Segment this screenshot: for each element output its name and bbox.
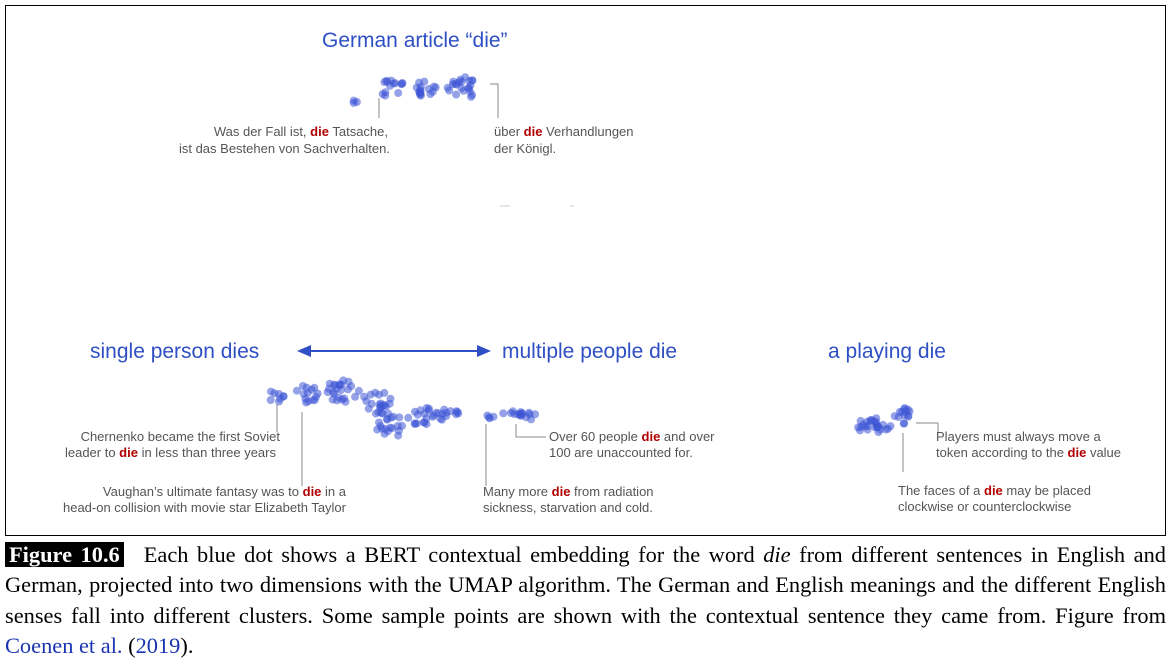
annotation-multi-b-line1: Many more die from radiation	[483, 484, 654, 499]
embedding-dot	[372, 410, 380, 418]
embedding-dot	[468, 77, 476, 85]
embedding-dot	[864, 426, 872, 434]
embedding-dot	[388, 424, 396, 432]
embedding-dot	[452, 91, 460, 99]
embedding-dot	[381, 430, 389, 438]
annotation-play-a-line2: token according to the die value	[936, 445, 1122, 460]
embedding-dot	[898, 408, 906, 416]
annotation-single-b-line1: Vaughan’s ultimate fantasy was to die in a	[102, 484, 346, 499]
embedding-dot	[335, 394, 343, 402]
embedding-dot	[891, 412, 899, 420]
citation-open: (	[122, 633, 136, 659]
embedding-dot	[395, 427, 403, 435]
embedding-dot	[344, 385, 352, 393]
embedding-dot	[411, 420, 419, 428]
embedding-dot	[465, 84, 473, 92]
embedding-dot	[387, 414, 395, 422]
embedding-dot	[430, 83, 438, 91]
embedding-dot	[411, 408, 419, 416]
dot-cluster-german	[350, 73, 477, 107]
citation-close: ).	[180, 633, 194, 659]
title-single-person: single person dies	[90, 340, 260, 363]
embedding-dot	[522, 413, 530, 421]
annotation-single-b-line2: head-on collision with movie star Elizabeth Taylor	[62, 500, 346, 515]
embedding-dot	[351, 393, 359, 401]
embedding-dot	[398, 79, 406, 87]
embedding-dot	[456, 76, 464, 84]
annotation-play-b-line1: The faces of a die may be placed	[898, 483, 1091, 498]
embedding-dot	[381, 88, 389, 96]
double-arrow-icon	[297, 345, 491, 357]
embedding-dot	[302, 399, 310, 407]
embedding-dot	[445, 87, 453, 95]
embedding-dot	[350, 97, 358, 105]
embedding-dot	[380, 389, 388, 397]
embedding-dot	[376, 403, 384, 411]
embedding-dot	[485, 413, 493, 421]
caption-text-2: from different sentences in English and German, projected into two dimensions with the UMAP algorithm. The German and English meanings and the different English senses fall into different clusters. Some sample points are shown with the contextual sentence they came from. Figure from	[5, 542, 1166, 628]
embedding-dot	[267, 396, 275, 404]
embedding-dot	[275, 398, 283, 406]
embedding-dot	[417, 92, 425, 100]
embedding-dot	[432, 409, 440, 417]
figure-label: Figure 10.6	[5, 542, 124, 567]
annotation-german-left-line1: Was der Fall ist, die Tatsache,	[213, 124, 388, 139]
annotation-multi-a-line2: 100 are unaccounted for.	[549, 445, 693, 460]
embedding-dot	[499, 409, 507, 417]
embedding-dot	[452, 410, 460, 418]
figure-frame	[5, 5, 1166, 536]
dot-cluster-playing-die	[854, 404, 914, 436]
embedding-dot	[871, 418, 879, 426]
embedding-dot	[425, 405, 433, 413]
embedding-dot	[331, 381, 339, 389]
umap-figure	[6, 6, 1165, 535]
annotation-single-a-line1: Chernenko became the first Soviet	[80, 429, 280, 444]
embedding-dot	[900, 420, 908, 428]
embedding-dot	[440, 406, 448, 414]
embedding-dot	[391, 79, 399, 87]
embedding-dot	[367, 391, 375, 399]
annotation-play-a-line1: Players must always move a	[936, 429, 1101, 444]
caption-text-1: Each blue dot shows a BERT contextual embedding for the word	[143, 542, 764, 567]
citation-author-link[interactable]: Coenen et al.	[5, 633, 123, 659]
dot-cluster-multiple-people	[483, 407, 539, 423]
embedding-dot	[345, 378, 353, 386]
annotation-german-right-line2: der Königl.	[494, 141, 557, 156]
embedding-dot	[362, 397, 370, 405]
embedding-dot	[380, 78, 388, 86]
caption-italic-word: die	[763, 542, 791, 567]
title-german-article: German article “die”	[322, 29, 508, 52]
embedding-dot	[342, 398, 350, 406]
embedding-dot	[394, 89, 402, 97]
embedding-dot	[404, 414, 412, 422]
embedding-dot	[856, 426, 864, 434]
figure-caption	[5, 540, 1166, 662]
title-playing-die: a playing die	[828, 340, 946, 363]
embedding-dot	[467, 93, 475, 101]
embedding-dot	[267, 388, 275, 396]
embedding-dot	[531, 410, 539, 418]
embedding-dot	[420, 419, 428, 427]
annotation-german-left-line2: ist das Bestehen von Sachverhalten.	[178, 141, 390, 156]
citation-year-link[interactable]: 2019	[135, 633, 181, 659]
embedding-dot	[887, 422, 895, 430]
annotation-multi-b-line2: sickness, starvation and cold.	[483, 500, 653, 515]
embedding-dot	[308, 386, 316, 394]
annotation-multi-a-line1: Over 60 people die and over	[549, 429, 715, 444]
annotation-german-right-line1: über die Verhandlungen	[494, 124, 634, 139]
embedding-dot	[417, 83, 425, 91]
annotation-play-b-line2: clockwise or counterclockwise	[898, 499, 1072, 514]
dot-cluster-single-person	[267, 376, 463, 439]
title-multiple-people: multiple people die	[502, 340, 678, 363]
annotation-single-a-line2: leader to die in less than three years	[64, 445, 276, 460]
